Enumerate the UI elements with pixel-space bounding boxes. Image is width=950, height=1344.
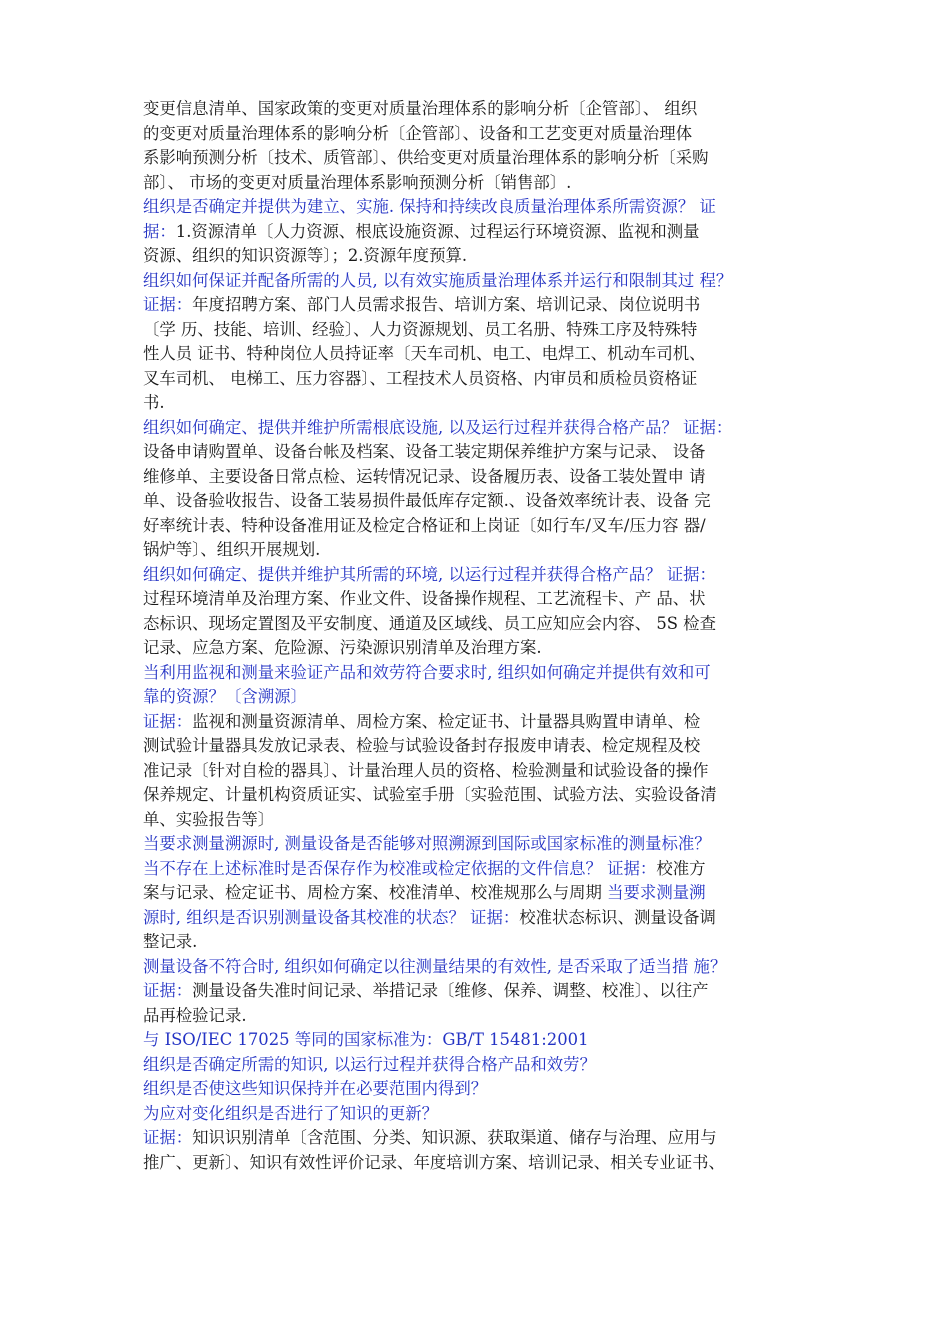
question-text: 测量设备不符合时, 组织如何确定以往测量结果的有效性, 是否采取了适当措 施？ xyxy=(143,956,727,976)
evidence-text: 记录、应急方案、危险源、污染源识别清单及治理方案. xyxy=(143,638,542,657)
evidence-text: 测量设备失准时间记录、举措记录〔维修、保养、调整、校准〕、以往产 xyxy=(192,981,709,1000)
evidence-text: 单、设备验收报告、设备工装易损件最低库存定额.、设备效率统计表、设备 完 xyxy=(143,491,711,510)
evidence-text: 保养规定、计量机构资质证实、试验室手册〔实验范围、试验方法、实验设备清 xyxy=(143,785,717,804)
question-text: 证据： xyxy=(143,295,193,314)
evidence-text: 品再检验记录. xyxy=(143,1005,247,1025)
evidence-text: 设备申请购置单、设备台帐及档案、设备工装定期保养维护方案与记录、 设备 xyxy=(143,442,706,461)
question-text: 靠的资源？〔含溯源〕 xyxy=(143,687,307,706)
evidence-text: 过程环境清单及治理方案、作业文件、设备操作规程、工艺流程卡、产 品、状 xyxy=(143,589,706,608)
question-text: 组织是否确定并提供为建立、实施. 保持和持续改良质量治理体系所需资源？ 证 xyxy=(143,197,716,216)
text-line xyxy=(143,685,833,710)
evidence-text: 维修单、主要设备日常点检、运转情况记录、设备履历表、设备工装处置申 请 xyxy=(143,466,706,486)
text-line xyxy=(143,97,833,122)
question-text: 为应对变化组织是否进行了知识的更新？ xyxy=(143,1103,439,1123)
text-line xyxy=(143,979,833,1004)
evidence-text: 的变更对质量治理体系的影响分析〔企管部〕、设备和工艺变更对质量治理体 xyxy=(143,123,693,143)
evidence-text: 校准方 xyxy=(656,858,706,878)
evidence-text: 性人员 证书、特种岗位人员持证率〔天车司机、电工、电焊工、机动车司机、 xyxy=(143,344,706,363)
question-text: 与 ISO/IEC 17025 等同的国家标准为：GB/T 15481:2001 xyxy=(143,1030,589,1049)
text-line xyxy=(143,563,833,588)
text-line xyxy=(143,612,833,637)
question-text: 组织如何确定、提供并维护所需根底设施, 以及运行过程并获得合格产品？ 证据： xyxy=(143,417,733,437)
question-text: 当不存在上述标准时是否保存作为校准或检定依据的文件信息？ 证据： xyxy=(143,858,657,878)
question-text: 证据： xyxy=(143,1128,193,1147)
evidence-text: 单、实验报告等〕 xyxy=(143,809,275,829)
text-line xyxy=(143,661,833,686)
text-line xyxy=(143,808,833,833)
text-line xyxy=(143,710,833,735)
text-line xyxy=(143,244,833,269)
text-line xyxy=(143,391,833,416)
document-page xyxy=(143,97,833,1175)
evidence-text: 好率统计表、特种设备准用证及检定合格证和上岗证〔如行车/叉车/压力容 器/ xyxy=(143,515,706,535)
question-text: 组织如何保证并配备所需的人员, 以有效实施质量治理体系并运行和限制其过 程？ xyxy=(143,270,733,290)
text-line xyxy=(143,734,833,759)
evidence-text: 年度招聘方案、部门人员需求报告、培训方案、培训记录、岗位说明书 xyxy=(192,295,701,314)
evidence-text: 案与记录、检定证书、周检方案、校准清单、校准规那么与周期 xyxy=(143,883,608,902)
evidence-text: 1.资源清单〔人力资源、根底设施资源、过程运行环境资源、监视和测量 xyxy=(175,221,700,241)
text-line xyxy=(143,1077,833,1102)
text-line xyxy=(143,857,833,882)
question-text: 组织如何确定、提供并维护其所需的环境, 以运行过程并获得合格产品？ 证据： xyxy=(143,564,716,584)
text-line xyxy=(143,1028,833,1053)
evidence-text: 准记录〔针对自检的器具〕、计量治理人员的资格、检验测量和试验设备的操作 xyxy=(143,760,709,780)
text-line xyxy=(143,759,833,784)
evidence-text: 推广、更新〕、知识有效性评价记录、年度培训方案、培训记录、相关专业证书、 xyxy=(143,1152,725,1172)
text-line xyxy=(143,1126,833,1151)
evidence-text: 〔学 历、技能、培训、经验〕、人力资源规划、员工名册、特殊工序及特殊特 xyxy=(143,319,698,339)
text-line xyxy=(143,269,833,294)
text-line xyxy=(143,195,833,220)
text-line xyxy=(143,881,833,906)
text-line xyxy=(143,171,833,196)
question-text: 当要求测量溯 xyxy=(607,883,706,902)
question-text: 源时, 组织是否识别测量设备其校准的状态？ 证据： xyxy=(143,907,520,927)
text-line xyxy=(143,1004,833,1029)
text-line xyxy=(143,318,833,343)
text-line xyxy=(143,906,833,931)
question-text: 组织是否使这些知识保持并在必要范围内得到？ xyxy=(143,1079,488,1098)
question-text: 证据： xyxy=(143,711,193,731)
question-text: 当利用监视和测量来验证产品和效劳符合要求时, 组织如何确定并提供有效和可 xyxy=(143,662,711,682)
question-text: 证据： xyxy=(143,981,193,1000)
evidence-text: 校准状态标识、测量设备调 xyxy=(519,907,716,927)
text-line xyxy=(143,489,833,514)
evidence-text: 书. xyxy=(143,393,165,412)
text-line xyxy=(143,416,833,441)
text-line xyxy=(143,293,833,318)
text-line xyxy=(143,587,833,612)
text-line xyxy=(143,538,833,563)
evidence-text: 态标识、现场定置图及平安制度、通道及区域线、员工应知应会内容、 5S 检查 xyxy=(143,613,716,633)
evidence-text: 锅炉等〕、组织开展规划. xyxy=(143,540,321,559)
text-line xyxy=(143,930,833,955)
text-line xyxy=(143,832,833,857)
evidence-text: 系影响预测分析〔技术、质管部〕、供给变更对质量治理体系的影响分析〔采购 xyxy=(143,148,709,167)
text-line xyxy=(143,146,833,171)
evidence-text: 部〕、 市场的变更对质量治理体系影响预测分析〔销售部〕. xyxy=(143,172,572,192)
evidence-text: 知识识别清单〔含范围、分类、知识源、获取渠道、储存与治理、应用与 xyxy=(192,1128,717,1147)
evidence-text: 测试验计量器具发放记录表、检验与试验设备封存报废申请表、检定规程及校 xyxy=(143,736,701,755)
question-text: 据： xyxy=(143,221,176,241)
text-line xyxy=(143,783,833,808)
text-line xyxy=(143,1151,833,1176)
text-line xyxy=(143,636,833,661)
text-line xyxy=(143,220,833,245)
text-line xyxy=(143,440,833,465)
text-line xyxy=(143,122,833,147)
text-line xyxy=(143,955,833,980)
question-text: 组织是否确定所需的知识, 以运行过程并获得合格产品和效劳？ xyxy=(143,1054,596,1074)
text-line xyxy=(143,1053,833,1078)
question-text: 当要求测量溯源时, 测量设备是否能够对照溯源到国际或国家标准的测量标准？ xyxy=(143,834,711,853)
evidence-text: 监视和测量资源清单、周检方案、检定证书、计量器具购置申请单、检 xyxy=(192,711,701,731)
evidence-text: 叉车司机、 电梯工、压力容器〕、工程技术人员资格、内审员和质检员资格证 xyxy=(143,368,698,388)
evidence-text: 整记录. xyxy=(143,932,198,951)
evidence-text: 变更信息清单、国家政策的变更对质量治理体系的影响分析〔企管部〕、 组织 xyxy=(143,99,698,118)
text-line xyxy=(143,465,833,490)
text-line xyxy=(143,342,833,367)
text-line xyxy=(143,367,833,392)
evidence-text: 资源、组织的知识资源等〕；2.资源年度预算. xyxy=(143,246,468,265)
text-line xyxy=(143,1102,833,1127)
text-line xyxy=(143,514,833,539)
